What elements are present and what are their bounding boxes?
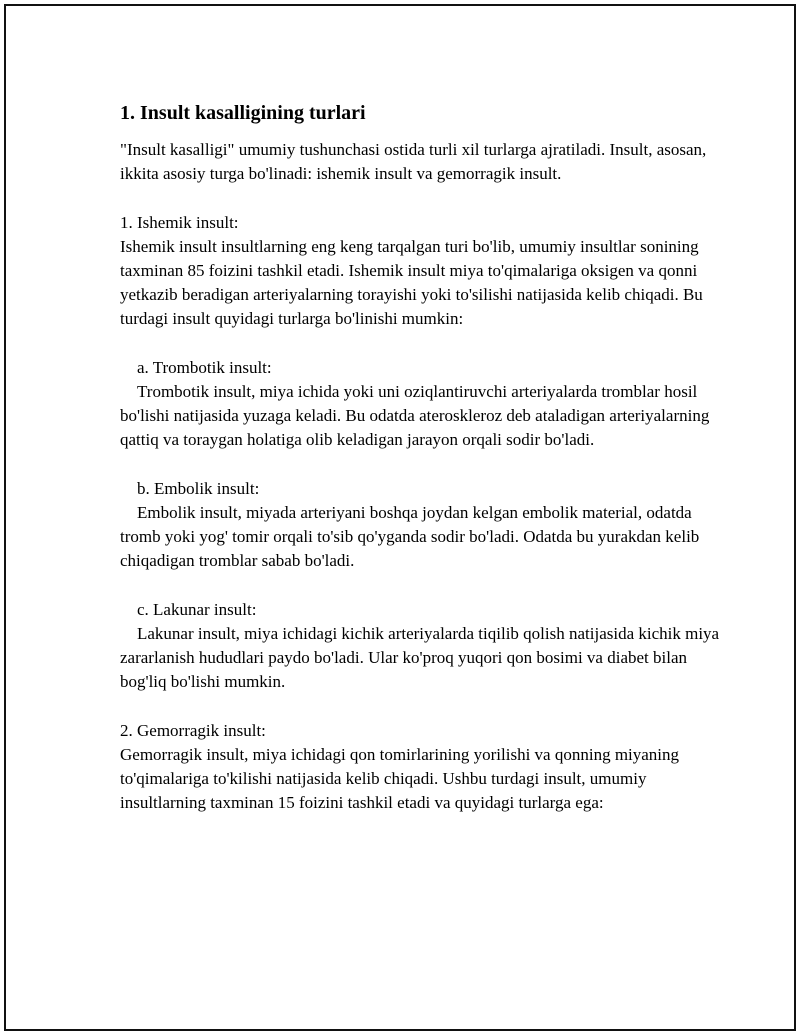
lacunar-paragraph: Lakunar insult, miya ichidagi kichik arteriyalarda tiqilib qolish natijasida kichik miya zararlanish hududlari paydo bo'ladi. Ular ko'proq yuqori qon bosimi va diabet bilan bog'liq bo'lishi mumkin. [120,624,724,692]
paragraph-gap [120,574,720,598]
document-title: 1. Insult kasalligining turlari [120,102,366,124]
thrombotic-heading: a. Trombotik insult: [137,357,272,377]
ischemic-heading: 1. Ishemik insult: [120,212,239,232]
hemorrhagic-heading: 2. Gemorragik insult: [120,720,266,740]
document-body [120,100,724,816]
hemorrhagic-paragraph: Gemorragik insult, miya ichidagi qon tomirlarining yorilishi va qonning miyaning to'qimalariga to'kilishi natijasida kelib chiqadi. Ushbu turdagi insult, umumiy insultlarning taxminan 15 foizini tashkil etadi va quyidagi turlarga ega: [120,745,684,813]
intro-paragraph: "Insult kasalligi" umumiy tushunchasi ostida turli xil turlarga ajratiladi. Insult, asosan, ikkita asosiy turga bo'linadi: ishemik insult va gemorragik insult. [120,140,711,184]
embolic-paragraph: Embolik insult, miyada arteriyani boshqa joydan kelgan embolik material, odatda tromb yoki yog' tomir orqali to'sib qo'yganda sodir bo'ladi. Odatda bu yurakdan kelib chiqadigan tromblar sabab bo'ladi. [120,503,704,571]
ischemic-paragraph: Ishemik insult insultlarning eng keng tarqalgan turi bo'lib, umumiy insultlar sonining taxminan 85 foizini tashkil etadi. Ishemik insult miya to'qimalariga oksigen va qonni yetkazib beradigan arteriyalarning torayishi yoki to'silishi natijasida kelib chiqadi. Bu turdagi insult quyidagi turlarga bo'linishi mumkin: [120,236,708,329]
paragraph-gap [120,695,720,719]
thrombotic-paragraph: Trombotik insult, miya ichida yoki uni oziqlantiruvchi arteriyalarda tromblar hosil bo'lishi natijasida yuzaga keladi. Bu odatda ateroskleroz deb ataladigan arteriyalarning qattiq va toraygan holatiga olib keladigan jarayon orqali sodir bo'ladi. [120,382,714,450]
lacunar-heading: c. Lakunar insult: [137,599,257,619]
paragraph-gap [120,332,720,356]
paragraph-gap [120,186,720,210]
paragraph-gap [120,453,720,477]
embolic-heading: b. Embolik insult: [137,478,260,498]
page-frame [4,4,796,1031]
